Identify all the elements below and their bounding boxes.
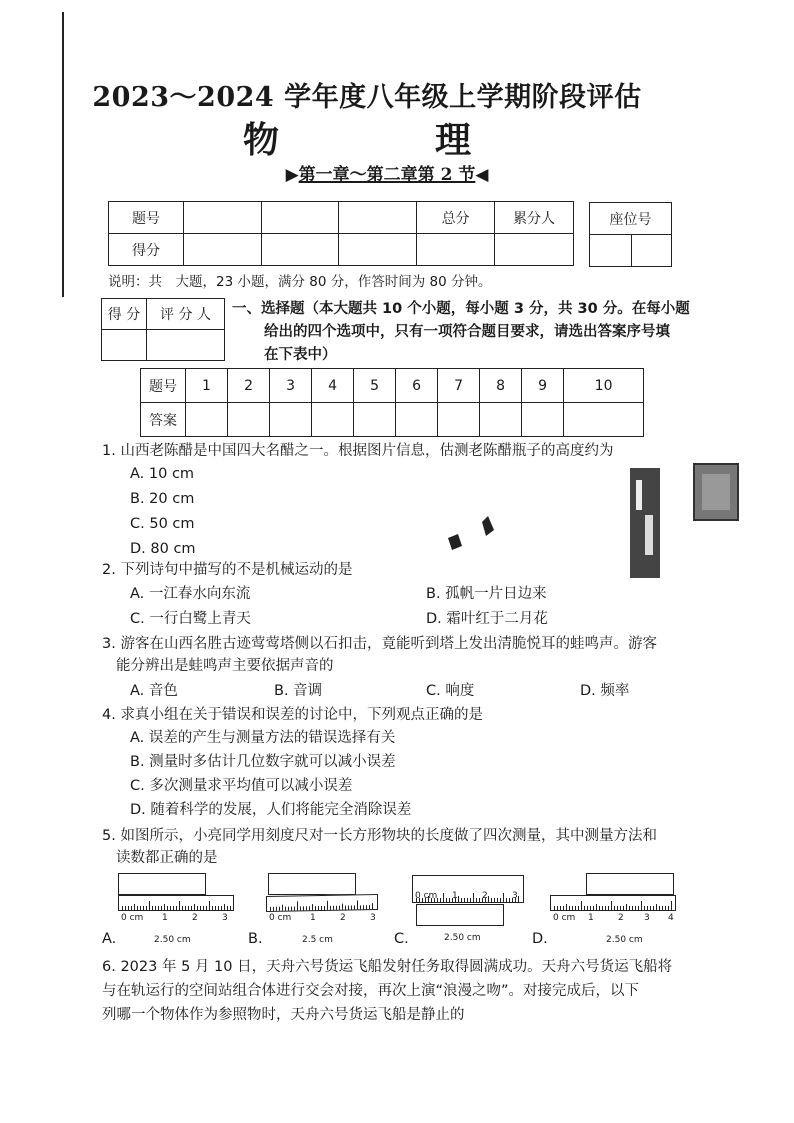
ruler-figure-d [550,873,680,943]
option-label: A. [102,931,117,947]
ruler-tick [659,906,660,910]
ruler-tick [554,906,555,910]
ruler-tick [167,906,168,910]
ruler-tick [185,906,186,910]
ruler-tick [497,898,498,902]
reading-caption: 2.5 cm [302,935,333,945]
ruler-tick [629,906,630,910]
ruler-tick [581,901,582,910]
option: A. 10 cm [130,466,195,482]
ruler-tick [476,898,477,902]
scope-banner [0,160,784,185]
ruler-tick [149,901,150,910]
ruler-tick [440,898,441,902]
ruler-tick [473,893,474,902]
option: D. 随着科学的发展，人们将能完全消除误差 [130,802,412,818]
ruler-tick [656,904,657,910]
block [118,873,206,895]
ruler-number: 1 [452,891,458,901]
ruler-tick [650,906,651,910]
ruler-tick [602,906,603,910]
ruler-tick [596,904,597,910]
ruler-tick [509,898,510,902]
grader-table [101,298,225,361]
score-cell[interactable] [261,202,339,234]
question-6 [102,955,672,1027]
seat-table [589,202,672,267]
option: B. 测量时多估计几位数字就可以减小误差 [130,754,396,770]
ruler-tick [623,906,624,910]
ruler-tick [309,906,310,910]
ruler-tick [197,906,198,910]
ruler-number: 3 [512,891,518,901]
ruler-tick [500,898,501,902]
scope-text: 第一章～第二章第 2 节 [298,165,476,185]
seat-cell[interactable] [632,235,672,267]
score-cell[interactable] [339,234,417,266]
score-cell[interactable] [261,234,339,266]
reading-caption: 2.50 cm [606,935,643,945]
ruler-tick [449,898,450,902]
grader-name-label: 评 分 人 [147,299,225,330]
ruler-tick [593,906,594,910]
ruler-tick [303,906,304,910]
option-label: C. [394,931,409,947]
score-cell[interactable] [495,234,574,266]
answer-number: 9 [522,369,564,403]
ruler-tick [200,906,201,910]
question-stem: 1. 山西老陈醋是中国四大名醋之一。根据图片信息，估测老陈醋瓶子的高度约为 [102,443,614,459]
ruler-tick [372,903,373,909]
ruler-tick [569,906,570,910]
section1-line: 一、选择题（本大题共 10 个小题，每小题 3 分，共 30 分。在每小题 [232,301,690,317]
ruler-tick [611,901,612,910]
ruler-tick [599,906,600,910]
ruler-tick [152,906,153,910]
question-stem: 2. 下列诗句中描写的不是机械运动的是 [102,562,353,578]
ruler-number: 2 [482,891,488,901]
answer-cell[interactable] [438,403,480,437]
ruler-number: 0 cm [415,891,438,901]
ruler-tick [188,906,189,910]
ruler-number: 0 cm [553,913,576,923]
answer-number: 3 [270,369,312,403]
ruler-tick [209,901,210,910]
ruler-tick [288,907,289,911]
ruler-tick [170,906,171,910]
block [268,873,356,895]
ruler-tick [608,906,609,910]
ruler-tick [273,907,274,911]
ruler-tick [176,906,177,910]
ruler-tick [360,905,361,909]
ruler-number: 3 [644,913,650,923]
section1-heading [232,298,690,367]
ruler-figure-b [266,873,386,943]
ruler [118,895,234,911]
ruler-tick [315,906,316,910]
ruler-number: 2 [192,913,198,923]
ruler-tick [300,906,301,910]
ruler-tick [312,904,313,910]
ruler-tick [605,906,606,910]
score-cell: 总分 [417,202,495,234]
ruler-tick [518,896,519,902]
question-5 [102,825,657,869]
ruler-tick [336,906,337,910]
exam-title: 2023～2024 学年度八年级上学期阶段评估 [92,82,642,113]
answer-number: 7 [438,369,480,403]
answer-cell[interactable] [522,403,564,437]
ruler-tick [318,906,319,910]
subject-title: 物 理 [242,119,531,161]
ruler-tick [285,907,286,911]
option: D. 频率 [580,683,630,699]
ruler-tick [464,898,465,902]
ruler-tick [575,906,576,910]
answer-cell[interactable] [396,403,438,437]
ruler-tick [590,906,591,910]
option-label: B. [248,931,263,947]
ruler-tick [354,905,355,909]
question-stem-cont: 与在轨运行的空间站组合体进行交会对接，再次上演“浪漫之吻”。对接完成后，以下 [102,983,640,999]
ruler-tick [330,906,331,910]
ruler-tick [218,906,219,910]
question-stem-cont: 列哪一个物体作为参照物时，天舟六号货运飞船是静止的 [102,1007,465,1023]
ruler-tick [671,901,672,910]
ruler-tick [203,906,204,910]
ruler-figure-a [118,873,238,943]
answer-number: 4 [312,369,354,403]
option: C. 响度 [426,683,475,699]
ruler-tick [146,906,147,910]
ruler-tick [572,906,573,910]
option-label: D. [532,931,548,947]
ruler-tick [491,898,492,902]
ruler-tick [134,904,135,910]
block [416,904,504,926]
ruler-tick [215,906,216,910]
ruler-tick [557,906,558,910]
ruler-tick [306,906,307,910]
ruler [550,895,676,911]
score-cell[interactable] [183,202,261,234]
ruler-tick [206,906,207,910]
question-stem: 3. 游客在山西名胜古迹莺莺塔侧以石扣击，竟能听到塔上发出清脆悦耳的蛙鸣声。游客 [102,636,657,652]
option: A. 音色 [130,683,178,699]
ruler-tick [467,898,468,902]
ruler-tick [155,906,156,910]
ruler-tick [321,906,322,910]
ruler-tick [297,901,298,910]
seat-cell[interactable] [590,235,632,267]
ruler-tick [339,906,340,910]
question-stem-cont: 能分辨出是蛙鸣声主要依据声音的 [116,658,334,674]
ruler-tick [128,906,129,910]
ruler-tick [488,896,489,902]
answer-number: 1 [186,369,228,403]
option: B. 孤帆一片日边来 [426,586,547,602]
ruler-tick [369,905,370,909]
ruler-number: 1 [162,913,168,923]
ruler-tick [638,906,639,910]
question-stem: 4. 求真小组在关于错误和误差的讨论中，下列观点正确的是 [102,707,483,723]
ruler-tick [212,906,213,910]
seat-label: 座位号 [590,203,672,235]
score-cell: 题号 [109,202,184,234]
ruler-tick [333,906,334,910]
section1-line: 给出的四个选项中，只有一项符合题目要求，请选出答案序号填 [264,324,670,340]
ruler-tick [632,906,633,910]
ruler-tick [662,906,663,910]
score-cell: 累分人 [495,202,574,234]
ruler-tick [641,901,642,910]
grader-score-cell[interactable] [102,330,147,361]
ruler-tick [158,906,159,910]
ruler-tick [279,907,280,911]
answer-number: 5 [354,369,396,403]
ruler-tick [173,906,174,910]
score-table [108,201,574,266]
ruler-tick [587,906,588,910]
ruler-tick [644,906,645,910]
ruler-tick [179,901,180,910]
ruler-tick [122,906,123,910]
ruler-tick [191,906,192,910]
ruler-number: 0 cm [121,913,144,923]
ruler-tick [143,906,144,910]
bottle-cap-shape [448,534,462,550]
ruler-tick [366,905,367,909]
ruler-number: 1 [310,913,316,923]
ruler-tick [164,904,165,910]
answer-cell[interactable] [480,403,522,437]
answer-number: 8 [480,369,522,403]
ruler-tick [653,906,654,910]
answer-cell[interactable] [312,403,354,437]
ruler-tick [291,907,292,911]
exam-note: 说明：共 大题，23 小题，满分 80 分，作答时间为 80 分钟。 [108,274,492,290]
ruler-tick [140,906,141,910]
ruler-tick [614,906,615,910]
ruler-tick [194,904,195,910]
right-triangle-icon: ▶ [285,165,299,185]
ruler-tick [221,906,222,910]
answer-cell[interactable] [228,403,270,437]
ruler-tick [357,900,358,909]
ruler-number: 2 [618,913,624,923]
option: A. 一江春水向东流 [130,586,251,602]
score-cell[interactable] [183,234,261,266]
ruler-number: 3 [370,913,376,923]
ruler-tick [578,906,579,910]
ruler-tick [327,901,328,910]
block [586,873,674,895]
ruler-number: 3 [222,913,228,923]
grader-name-cell[interactable] [147,330,225,361]
ruler-tick [363,905,364,909]
ruler-tick [506,898,507,902]
score-cell[interactable] [417,234,495,266]
ruler-tick [294,906,295,910]
option: D. 霜叶红于二月花 [426,611,548,627]
ruler-tick [458,896,459,902]
answer-cell[interactable] [564,403,644,437]
ruler-tick [137,906,138,910]
reading-caption: 2.50 cm [444,933,481,943]
answer-cell[interactable] [354,403,396,437]
question-3 [102,633,702,702]
ruler-tick [443,893,444,902]
ruler-figure-c [412,873,526,943]
ruler-tick [617,906,618,910]
ruler-tick [446,898,447,902]
ruler-tick [461,898,462,902]
answer-cell[interactable] [186,403,228,437]
ruler-tick [351,905,352,909]
answer-q-label: 题号 [141,369,186,403]
ruler [266,894,378,912]
score-cell: 得分 [109,234,184,266]
answer-cell[interactable] [270,403,312,437]
ruler-tick [560,906,561,910]
ruler-tick [224,904,225,910]
ruler-tick [161,906,162,910]
ruler-tick [566,904,567,910]
option: B. 20 cm [130,491,195,507]
option: D. 80 cm [130,541,196,557]
option: C. 一行白鹭上青天 [130,611,251,627]
left-triangle-icon: ◀ [475,165,489,185]
ruler-number: 1 [588,913,594,923]
question-stem: 5. 如图所示，小亮同学用刻度尺对一长方形物块的长度做了四次测量，其中测量方法和 [102,828,657,844]
ruler-tick [230,906,231,910]
question-2 [102,559,702,631]
ruler-number: 0 cm [269,913,292,923]
option: C. 50 cm [130,516,195,532]
ruler-tick [620,906,621,910]
reading-caption: 2.50 cm [154,935,191,945]
ruler-tick [626,904,627,910]
ruler-tick [494,898,495,902]
question-stem: 6. 2023 年 5 月 10 日，天舟六号货运飞船发射任务取得圆满成功。天舟六号货运飞船将 [102,959,673,975]
ruler-tick [479,898,480,902]
bottle-shape [482,516,494,536]
ruler-number: 4 [668,913,674,923]
option: B. 音调 [274,683,323,699]
ruler-number: 2 [340,913,346,923]
ruler-tick [470,898,471,902]
ruler-tick [227,906,228,910]
option: C. 多次测量求平均值可以减小误差 [130,778,353,794]
ruler-tick [131,906,132,910]
answer-a-label: 答案 [141,403,186,437]
ruler-tick [635,906,636,910]
ruler-tick [665,906,666,910]
grader-score-label: 得 分 [102,299,147,330]
answer-number: 10 [564,369,644,403]
ruler-tick [125,906,126,910]
ruler-tick [282,905,283,911]
option: A. 误差的产生与测量方法的错误选择有关 [130,730,396,746]
answer-number: 6 [396,369,438,403]
ruler-tick [668,906,669,910]
question-4 [102,704,483,822]
ruler-tick [647,906,648,910]
ruler-tick [348,906,349,910]
ruler-tick [324,906,325,910]
ruler-tick [270,907,271,911]
ruler-tick [182,906,183,910]
answer-table [140,368,644,437]
ruler-tick [345,906,346,910]
ruler-tick [563,906,564,910]
ruler-tick [342,904,343,910]
score-cell[interactable] [339,202,417,234]
ruler-tick [503,893,504,902]
ruler-tick [276,907,277,911]
section1-line: 在下表中） [264,347,337,363]
ruler-tick [584,906,585,910]
question-stem-cont: 读数都正确的是 [116,850,218,866]
answer-number: 2 [228,369,270,403]
